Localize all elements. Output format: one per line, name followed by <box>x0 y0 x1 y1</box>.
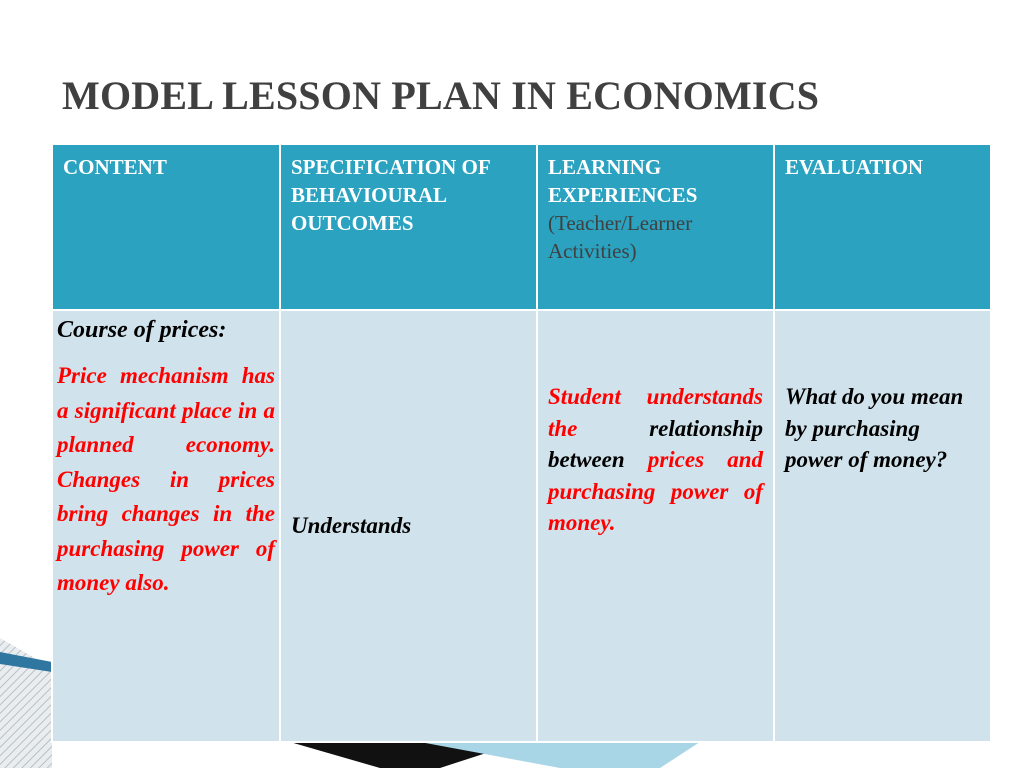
learning-text-1: Student understands the <box>548 384 763 441</box>
page-title: MODEL LESSON PLAN IN ECONOMICS <box>62 73 820 118</box>
blue-line-left <box>0 652 52 672</box>
content-cell <box>52 310 280 742</box>
learning-text-2: relationship between <box>548 415 763 472</box>
header-evaluation-label: EVALUATION <box>785 155 924 179</box>
specification-cell <box>280 310 537 742</box>
course-title: Course of prices: <box>57 317 227 343</box>
header-learning-experiences <box>537 144 774 310</box>
header-learning-label: LEARNING EXPERIENCES <box>548 155 698 207</box>
black-stripe-bottom <box>290 742 520 768</box>
learning-cell <box>537 310 774 742</box>
header-specification-label: SPECIFICATION OF BEHAVIOURAL OUTCOMES <box>291 155 490 235</box>
header-specification <box>280 144 537 310</box>
header-content <box>52 144 280 310</box>
lesson-plan-table <box>51 143 992 743</box>
hatched-stripe-left <box>0 638 52 768</box>
specification-text: Understands <box>291 513 412 538</box>
header-content-label: CONTENT <box>63 155 167 179</box>
table-row <box>52 310 991 742</box>
header-evaluation <box>774 144 991 310</box>
evaluation-cell <box>774 310 991 742</box>
light-blue-stripe-bottom <box>420 742 700 768</box>
header-learning-sublabel: (Teacher/Learner Activities) <box>548 211 693 263</box>
evaluation-text: What do you mean by purchasing power of money? <box>785 384 964 472</box>
content-body: Price mechanism has a significant place in a planned economy. Changes in prices bring changes in the purchasing power of money also. <box>57 363 275 595</box>
learning-text-3: prices and purchasing power of money. <box>548 447 763 535</box>
table-header-row <box>52 144 991 310</box>
